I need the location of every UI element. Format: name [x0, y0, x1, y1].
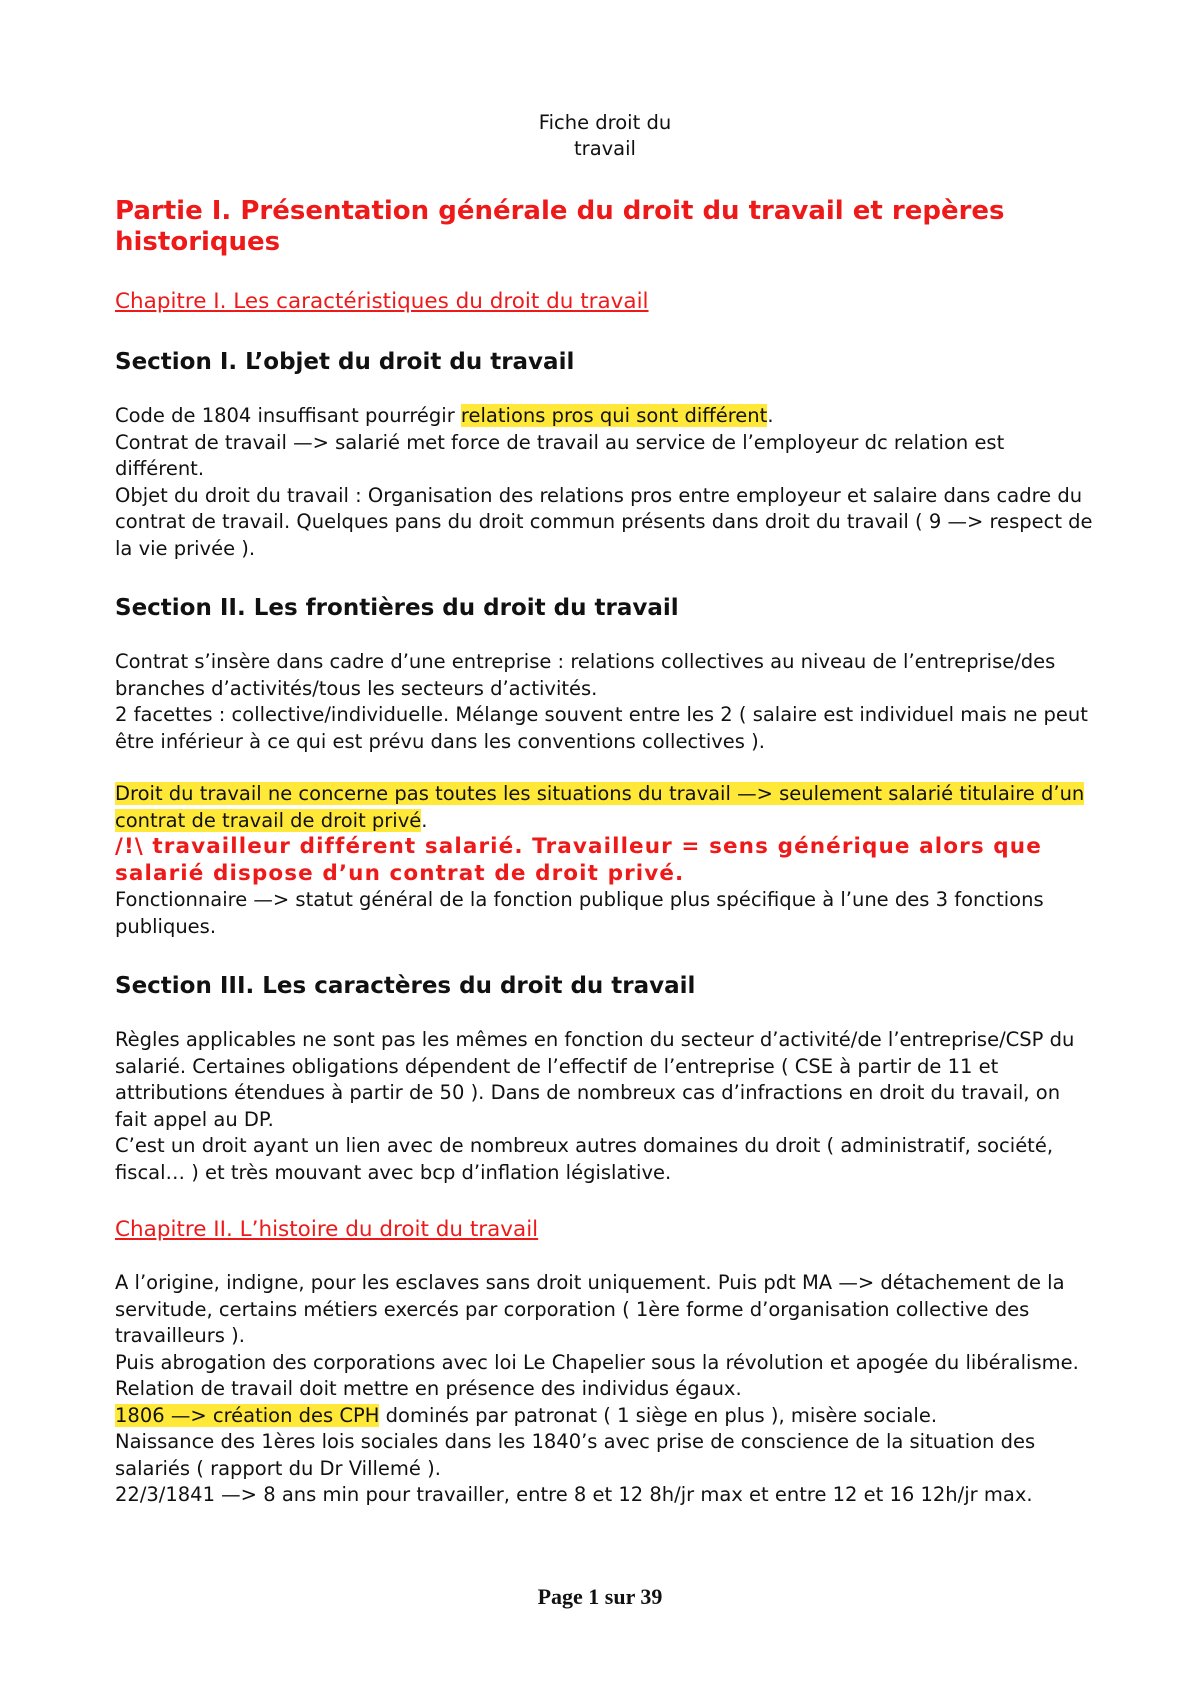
s2-p3-highlight-1: Droit du travail ne concerne pas toutes les situations du travail —> seulement salarié titulaire d’un contrat de	[115, 782, 1085, 832]
section-3-paragraph-1: Règles applicables ne sont pas les mêmes en fonction du secteur d’activité/de l’entreprise/CSP du salarié. Certaines obligations dépendent de l’effectif de l’entreprise ( CSE à partir de 11 et attributions étendues à partir de 50 ). Dans de nombreux cas d’infractions en droit du travail, on fait appel au DP.	[115, 1028, 1075, 1131]
chapter-2-body	[115, 1270, 1095, 1509]
chapter-1-heading: Chapitre I. Les caractéristiques du droit du travail	[115, 289, 649, 314]
s2-p3-end: .	[421, 808, 428, 832]
section-1-paragraph-1	[115, 403, 1095, 430]
section-3-paragraph-2: C’est un droit ayant un lien avec de nombreux autres domaines du droit ( administratif, société, fiscal… ) et très mouvant avec bcp d’inflation législative.	[115, 1134, 1054, 1184]
section-1-body	[115, 403, 1095, 562]
c2-p3-highlight: 1806 —> création des CPH	[115, 1403, 380, 1427]
section-2-body	[115, 649, 1095, 940]
chapter-2-heading: Chapitre II. L’histoire du droit du travail	[115, 1217, 539, 1242]
section-3-heading: Section III. Les caractères du droit du travail	[115, 973, 696, 999]
chapter-2-paragraph-4: Naissance des 1ères lois sociales dans les 1840’s avec prise de conscience de la situation des salariés ( rapport du Dr Villemé ).	[115, 1430, 1036, 1480]
section-2-paragraph-1: Contrat s’insère dans cadre d’une entreprise : relations collectives au niveau de l’entreprise/des branches d’activités/tous les secteurs d’activités.	[115, 650, 1056, 700]
section-1-paragraph-3: Objet du droit du travail : Organisation des relations pros entre employeur et salaire dans cadre du contrat de travail. Quelques pans du droit commun présents dans droit du travail ( 9 —> respect de la vie privée ).	[115, 483, 1093, 560]
s1-p1-end: .	[767, 404, 774, 427]
section-2-heading: Section II. Les frontières du droit du travail	[115, 595, 679, 621]
chapter-2-paragraph-5: 22/3/1841 —> 8 ans min pour travailler, entre 8 et 12 8h/jr max et entre 12 et 16 12h/jr max.	[115, 1483, 1033, 1506]
s1-p1-highlight: relations pros qui sont différent	[460, 404, 768, 427]
section-2-paragraph-2: 2 facettes : collective/individuelle. Mélange souvent entre les 2 ( salaire est individuel mais ne peut être inférieur à ce qui est prévu dans les conventions collectives ).	[115, 703, 1088, 753]
section-2-paragraph-4: Fonctionnaire —> statut général de la fonction publique plus spécifique à l’une des 3 fonctions publiques.	[115, 888, 1044, 938]
document-title-line-2: travail	[574, 137, 636, 160]
chapter-2-paragraph-2: Puis abrogation des corporations avec loi Le Chapelier sous la révolution et apogée du libéralisme. Relation de travail doit mettre en présence des individus égaux.	[115, 1350, 1079, 1400]
section-3-body	[115, 1027, 1095, 1186]
section-1-heading: Section I. L’objet du droit du travail	[115, 349, 575, 375]
section-2-warning: /!\ travailleur différent salarié. Travailleur = sens générique alors que salarié dispose d’un contrat de droit privé.	[115, 834, 1042, 886]
section-1-paragraph-2: Contrat de travail —> salarié met force de travail au service de l’employeur dc relation est différent.	[115, 430, 1005, 480]
s1-p1-text: Code de 1804 insuffisant pourrégir	[115, 404, 461, 427]
chapter-2-paragraph-1: A l’origine, indigne, pour les esclaves sans droit uniquement. Puis pdt MA —> détachement de la servitude, certains métiers exercés par corporation ( 1ère forme d’organisation collective des travailleurs ).	[115, 1271, 1065, 1347]
document-body	[115, 110, 1095, 1509]
chapter-2-paragraph-3	[115, 1403, 1095, 1430]
page-number-footer: Page 1 sur 39	[537, 1584, 663, 1609]
part-1-heading: Partie I. Présentation générale du droit du travail et repères historiques	[115, 196, 1005, 257]
s2-p3-highlight-2: travail de droit privé	[222, 808, 422, 832]
document-title-line-1: Fiche droit du	[538, 111, 672, 134]
section-2-paragraph-3	[115, 781, 1095, 834]
c2-p3-text: dominés par patronat ( 1 siège en plus ), misère sociale.	[379, 1403, 938, 1427]
